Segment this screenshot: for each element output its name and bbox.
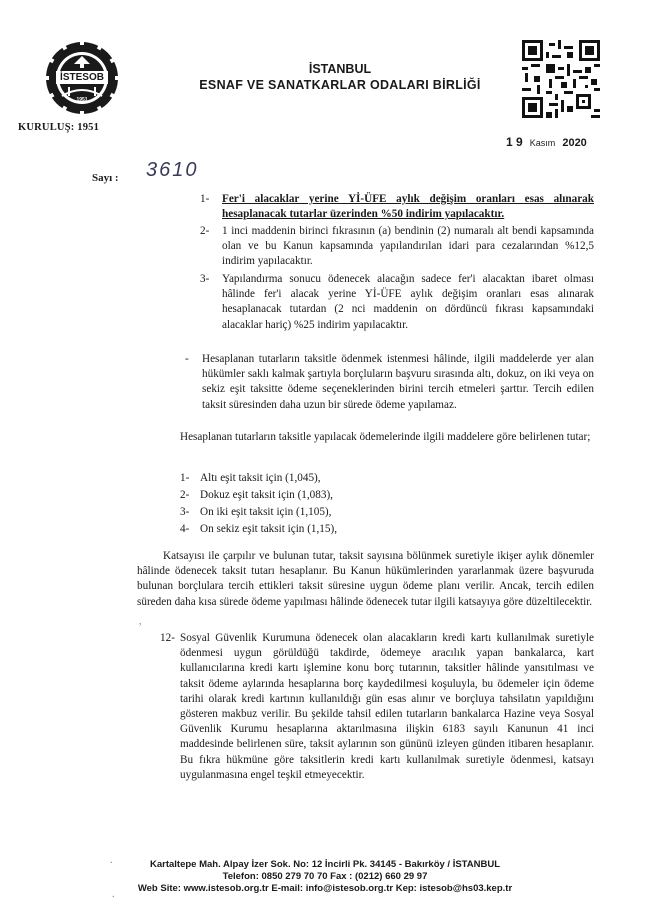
sayi-number: 3610: [146, 159, 199, 181]
list1-num-1: 1-: [200, 193, 210, 205]
header-organization: ESNAF VE SANATKARLAR ODALARI BİRLİĞİ: [199, 78, 481, 92]
intro-paragraph: Hesaplanan tutarların taksitle yapılacak ödemelerinde ilgili maddelere göre belirlenen tutar;: [180, 431, 591, 443]
header-city: İSTANBUL: [308, 62, 372, 76]
list2-num-4: 4-: [180, 523, 190, 535]
bullet-paragraph: Hesaplanan tutarların taksitle ödenmek istenmesi hâlinde, ilgili maddelerde yer alan hükümler saklı kalmak şartıyla borçluların başvuru sırasında altı, dokuz, on iki veya on sekiz eşit taksitte ödeme seçeneklerinden birini tercih etmeleri şarttır. Tercih edilen taksit süresinden daha uzun bir sürede ödeme yapılamaz.: [202, 353, 594, 411]
document-date: [506, 135, 587, 149]
list1-num-3: 3-: [200, 273, 210, 285]
qr-code: [522, 40, 600, 118]
list2-item-2: Dokuz eşit taksit için (1,083),: [200, 489, 333, 501]
date-month: Kasım: [529, 138, 556, 148]
sayi-label: Sayı :: [92, 172, 119, 184]
list2-num-3: 3-: [180, 506, 190, 518]
list2-item-3: On iki eşit taksit için (1,105),: [200, 506, 332, 518]
list1-num-2: 2-: [200, 225, 210, 237]
item12-num: 12-: [160, 632, 175, 644]
list1-item-1: Fer'i alacaklar yerine Yİ-ÜFE aylık değişim oranları esas alınarak hesaplanacak tutarlar üzerinden %50 indirim yapılacaktır.: [222, 193, 594, 221]
date-day: 1 9: [506, 135, 523, 149]
founded-label: KURULUŞ: 1951: [18, 122, 100, 133]
katsayi-paragraph: Katsayısı ile çarpılır ve bulunan tutar, taksit sayısına bölünmek suretiyle ikişer aylık dönemler hâlinde ödenecek taksit tutarı hesaplanır. Bu Kanun hükümlerinden yararlanmak üzere başvuruda bulunan borçlulara tercih ettikleri taksit süresine uygun ödeme planı verilir. Ancak, tercih edilen süreden daha kısa sürede ödeme yapılması hâlinde ödenecek tutar ilgili katsayıya göre düzeltilecektir.: [137, 550, 594, 608]
list2-item-1: Altı eşit taksit için (1,045),: [200, 472, 321, 484]
list1-item-2: 1 inci maddenin birinci fıkrasının (a) bendinin (2) numaralı alt bendi kapsamında olan ve bu Kanun kapsamında yapılandırılan idari para cezalarından %12,5 indirim yapılacaktır.: [222, 225, 594, 268]
logo-text: İSTESOB: [60, 72, 104, 83]
footer-address: Kartaltepe Mah. Alpay İzer Sok. No: 12 İncirli Pk. 34145 - Bakırköy / İSTANBUL: [149, 859, 501, 870]
list2-num-2: 2-: [180, 489, 190, 501]
istesob-logo: [44, 40, 120, 116]
footer-web: Web Site: www.istesob.org.tr E-mail: info@istesob.org.tr Kep: istesob@hs03.kep.tr: [137, 883, 513, 894]
list2-num-1: 1-: [180, 472, 190, 484]
bullet-mark: -: [185, 353, 189, 365]
item12-paragraph: Sosyal Güvenlik Kurumuna ödenecek olan alacakların kredi kartı kullanılmak suretiyle ödenmesi uygun görüldüğü takdirde, ödemeye aracılık yapan bankalarca, kart kullanıcılarına kredi kartı işlemine konu borç tutarının, taksitler hâlinde yansıtılması ve taksit ödeme aylarında hesaplarına borç kaydedilmesi koşuluyla, bu ödemeler için ödeme tarihi olarak kredi kartının kullanıldığı gün esas alınır ve borçluya tahsilatın yapıldığını gösteren makbuz verilir. Bu şekilde tahsil edilen tutarların bankalarca Hazine veya Sosyal Güvenlik Kurumu hesaplarına aktarılmasına ilişkin 6183 sayılı Kanunun 41 inci maddesinde belirlenen süre, taksit aylarının son gününü izleyen günden itibaren hesaplanır. Bu fıkra hükmüne göre taksitlerin kredi kartı kullanılmak suretiyle ödenmesi, katsayı uygulanmasına engel teşkil etmeyecektir.: [180, 632, 594, 781]
date-year: 2020: [562, 137, 587, 149]
footer-phone: Telefon: 0850 279 70 70 Fax : (0212) 660 29 97: [222, 871, 428, 882]
list1-item-3: Yapılandırma sonucu ödenecek alacağın sadece fer'i alacaktan ibaret olması hâlinde fer'i alacak yerine Yİ-ÜFE aylık değişim oranları esas alınarak hesaplanacak tutardan (2 nci maddenin on dördüncü fıkrası kapsamındaki alacaklar hariç) %25 indirim yapılacaktır.: [222, 273, 594, 331]
list2-item-4: On sekiz eşit taksit için (1,15),: [200, 523, 338, 535]
logo-year: 1951: [76, 97, 88, 103]
